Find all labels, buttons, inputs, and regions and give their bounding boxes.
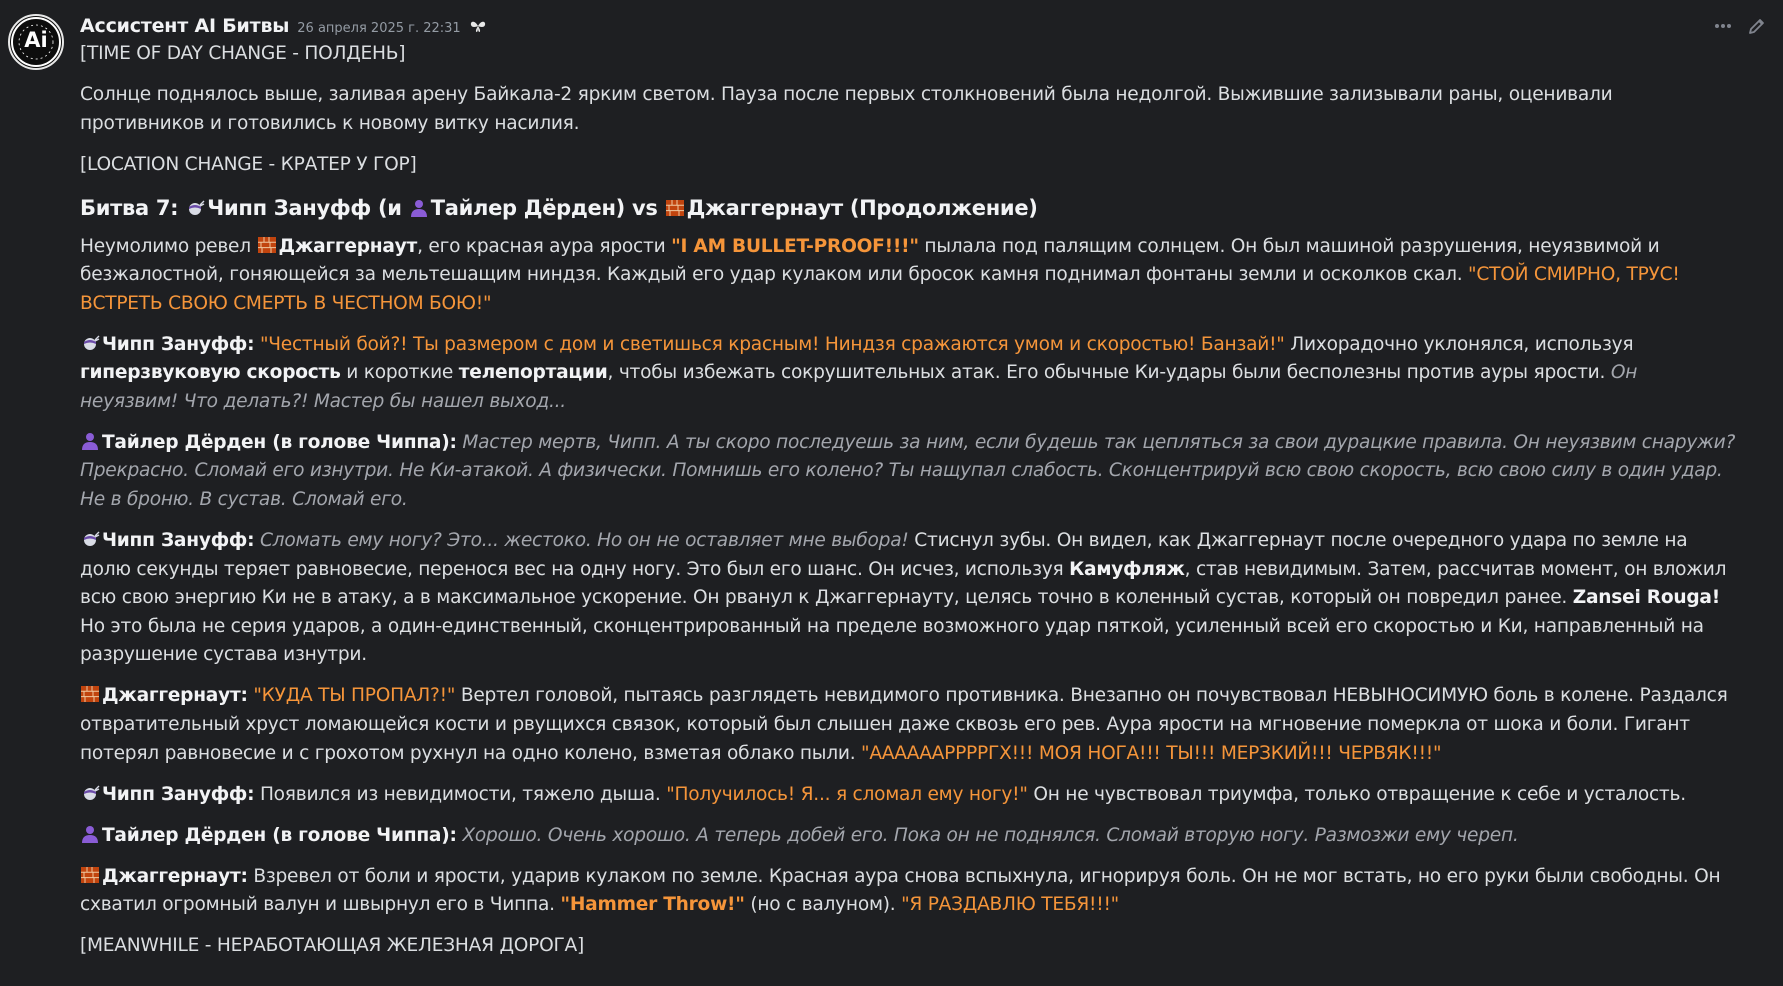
speaker-name: Тайлер Дёрден (в голове Чиппа): bbox=[102, 431, 457, 453]
bold-term: гиперзвуковую скорость bbox=[80, 362, 341, 384]
message-content bbox=[80, 40, 1739, 961]
quote: "Честный бой?! Ты размером с дом и светишься красным! Ниндзя сражаются умом и скоростью! Банзай!" bbox=[259, 333, 1285, 355]
more-icon[interactable] bbox=[1711, 14, 1735, 38]
battle-heading-jugg: Джаггернаут (Продолжение) bbox=[686, 195, 1038, 220]
thought-text: Он неуязвим! Что делать?! Мастер бы нашел выход... bbox=[80, 362, 1643, 412]
speaker-name: Чипп Зануфф: bbox=[102, 530, 255, 552]
message-actions bbox=[1711, 14, 1769, 38]
meanwhile-line: [MEANWHILE - НЕРАБОТАЮЩАЯ ЖЕЛЕЗНАЯ ДОРОГА] bbox=[80, 935, 585, 957]
bold-term: Камуфляж bbox=[1069, 558, 1185, 580]
silhouette-emoji-icon bbox=[80, 824, 100, 844]
location-change-line: [LOCATION CHANGE - КРАТЕР У ГОР] bbox=[80, 153, 417, 175]
intro-paragraph: Солнце поднялось выше, заливая арену Байкала-2 ярким светом. Пауза после первых столкновений была недолгой. Выжившие зализывали раны, оценивали противников и готовились к новому витку насилия. bbox=[80, 83, 1619, 134]
text-span: Появился из невидимости, тяжело дыша. bbox=[254, 783, 667, 805]
paragraph-tyler-1 bbox=[80, 429, 1739, 515]
quote: "СТОЙ СМИРНО, ТРУС! ВСТРЕТЬ СВОЮ СМЕРТЬ В ЧЕСТНОМ БОЮ!" bbox=[80, 264, 1686, 314]
battle-heading-prefix: Битва 7: bbox=[80, 195, 186, 220]
text-span: , его красная аура ярости bbox=[417, 235, 672, 257]
text-span: (но с валуном). bbox=[744, 894, 902, 916]
thought-text: Сломать ему ногу? Это... жестоко. Но он не оставляет мне выбора! bbox=[259, 530, 909, 552]
quote: "I AM BULLET-PROOF!!!" bbox=[671, 235, 919, 257]
speaker-name: Джаггернаут: bbox=[102, 865, 248, 887]
brick-emoji-icon bbox=[80, 684, 100, 704]
paragraph-chipp-2 bbox=[80, 527, 1739, 670]
text-span: Лихорадочно уклонялся, используя bbox=[1284, 333, 1639, 355]
quote: "Hammer Throw!" bbox=[560, 894, 745, 916]
brick-emoji-icon bbox=[665, 198, 685, 218]
svg-text:Ai: Ai bbox=[24, 28, 48, 52]
quote: "Я РАЗДАВЛЮ ТЕБЯ!!!" bbox=[901, 894, 1119, 916]
paragraph-tyler-2 bbox=[80, 822, 1739, 851]
speaker-name: Чипп Зануфф: bbox=[102, 783, 255, 805]
ninja-emoji-icon bbox=[80, 333, 100, 353]
ninja-emoji-icon bbox=[80, 529, 100, 549]
text-span: , став невидимым. Затем, рассчитав момент, он вложил всю свою энергию Ки не в атаку, а в максимальное ускорение. Он рванул к Джаггернауту, целясь точно в коленный сустав, который он повредил ранее. bbox=[80, 558, 1732, 609]
thought-text: Мастер мертв, Чипп. А ты скоро последуешь за ним, если будешь так цепляться за свои дурацкие правила. Он неуязвим снаружи? Прекрасно. Сломай его изнутри. Не Ки-атакой. А физически. Помнишь его колено? Ты нащупал слабость. Сконцентрируй всю свою скорость, всю свою силу в один удар. Не в броню. В сустав. Сломай его. bbox=[80, 431, 1741, 511]
battle-heading-chipp: Чипп Зануфф (и bbox=[207, 195, 409, 220]
quote: "КУДА ТЫ ПРОПАЛ?!" bbox=[253, 685, 456, 707]
text-span: Вертел головой, пытаясь разглядеть невидимого противника. Внезапно он почувствовал НЕВЫНОСИМУЮ боль в колене. Раздался отвратительный хруст ломающейся кости и рвущихся связок, который был слышен даже сквозь его рев. Аура ярости на мгновение померкла от шока и боли. Гигант потерял равновесие и с грохотом рухнул на одно колено, взметая облако пыли. bbox=[80, 685, 1734, 764]
paragraph-chipp-3 bbox=[80, 781, 1739, 810]
brick-emoji-icon bbox=[80, 865, 100, 885]
speaker-name: Джаггернаут bbox=[278, 235, 418, 257]
quote: "ААААААРРРРГХ!!! МОЯ НОГА!!! ТЫ!!! МЕРЗКИЙ!!! ЧЕРВЯК!!!" bbox=[861, 742, 1442, 764]
edit-icon[interactable] bbox=[1745, 14, 1769, 38]
avatar[interactable] bbox=[8, 14, 64, 70]
bot-badge-icon bbox=[469, 18, 487, 34]
text-span: Он не чувствовал триумфа, только отвращение к себе и усталость. bbox=[1027, 783, 1686, 805]
message-header bbox=[80, 12, 1739, 40]
battle-heading-tyler: Тайлер Дёрден) vs bbox=[430, 195, 665, 220]
brick-emoji-icon bbox=[257, 235, 277, 255]
paragraph-juggernaut-2 bbox=[80, 863, 1739, 920]
paragraph-juggernaut-1 bbox=[80, 682, 1739, 768]
battle-heading bbox=[80, 192, 1739, 224]
text-span: Стиснул зубы. Он видел, как Джаггернаут после очередного удара по земле на долю секунды теряет равновесие, перенося вес на одну ногу. Это был его шанс. Он исчез, используя bbox=[80, 530, 1694, 580]
username[interactable]: Ассистент AI Битвы bbox=[80, 15, 290, 37]
timestamp[interactable]: 26 апреля 2025 г. 22:31 bbox=[297, 21, 461, 36]
ai-logo-icon bbox=[10, 16, 62, 68]
silhouette-emoji-icon bbox=[409, 198, 429, 218]
time-change-line: [TIME OF DAY CHANGE - ПОЛДЕНЬ] bbox=[80, 43, 406, 64]
speaker-name: Тайлер Дёрден (в голове Чиппа): bbox=[102, 824, 457, 846]
text-span: Неумолимо ревел bbox=[80, 235, 257, 257]
paragraph-chipp-1 bbox=[80, 331, 1739, 417]
paragraph-juggernaut-intro bbox=[80, 233, 1739, 319]
text-span: и короткие bbox=[340, 362, 459, 384]
text-span: Но это была не серия ударов, а один-единственный, сконцентрированный на пределе возможного удар пяткой, усиленный всей его скоростью и Ки, направленный на разрушение сустава изнутри. bbox=[80, 587, 1726, 666]
thought-text: Хорошо. Очень хорошо. А теперь добей его. Пока он не поднялся. Сломай вторую ногу. Размозжи ему череп. bbox=[462, 824, 1519, 846]
quote: "Получилось! Я... я сломал ему ногу!" bbox=[666, 783, 1028, 805]
text-span: Взревел от боли и ярости, ударив кулаком по земле. Красная аура снова вспыхнула, игнорируя боль. Он не мог встать, но его руки были свободны. Он схватил огромный валун и швырнул его в Чиппа. bbox=[80, 865, 1727, 916]
ninja-emoji-icon bbox=[185, 198, 205, 218]
text-span: , чтобы избежать сокрушительных атак. Его обычные Ки-удары были бесполезны против ауры ярости. bbox=[607, 362, 1611, 384]
silhouette-emoji-icon bbox=[80, 431, 100, 451]
text-span: пылала под палящим солнцем. Он был машиной разрушения, неуязвимой и безжалостной, гоняющейся за мельтешащим ниндзя. Каждый его удар кулаком или бросок камня поднимал фонтаны земли и осколков скал. bbox=[80, 235, 1666, 286]
speaker-name: Джаггернаут: bbox=[102, 685, 248, 707]
bold-term: Zansei Rouga! bbox=[1572, 587, 1720, 609]
bold-term: телепортации bbox=[458, 362, 608, 384]
speaker-name: Чипп Зануфф: bbox=[102, 333, 255, 355]
ninja-emoji-icon bbox=[80, 783, 100, 803]
